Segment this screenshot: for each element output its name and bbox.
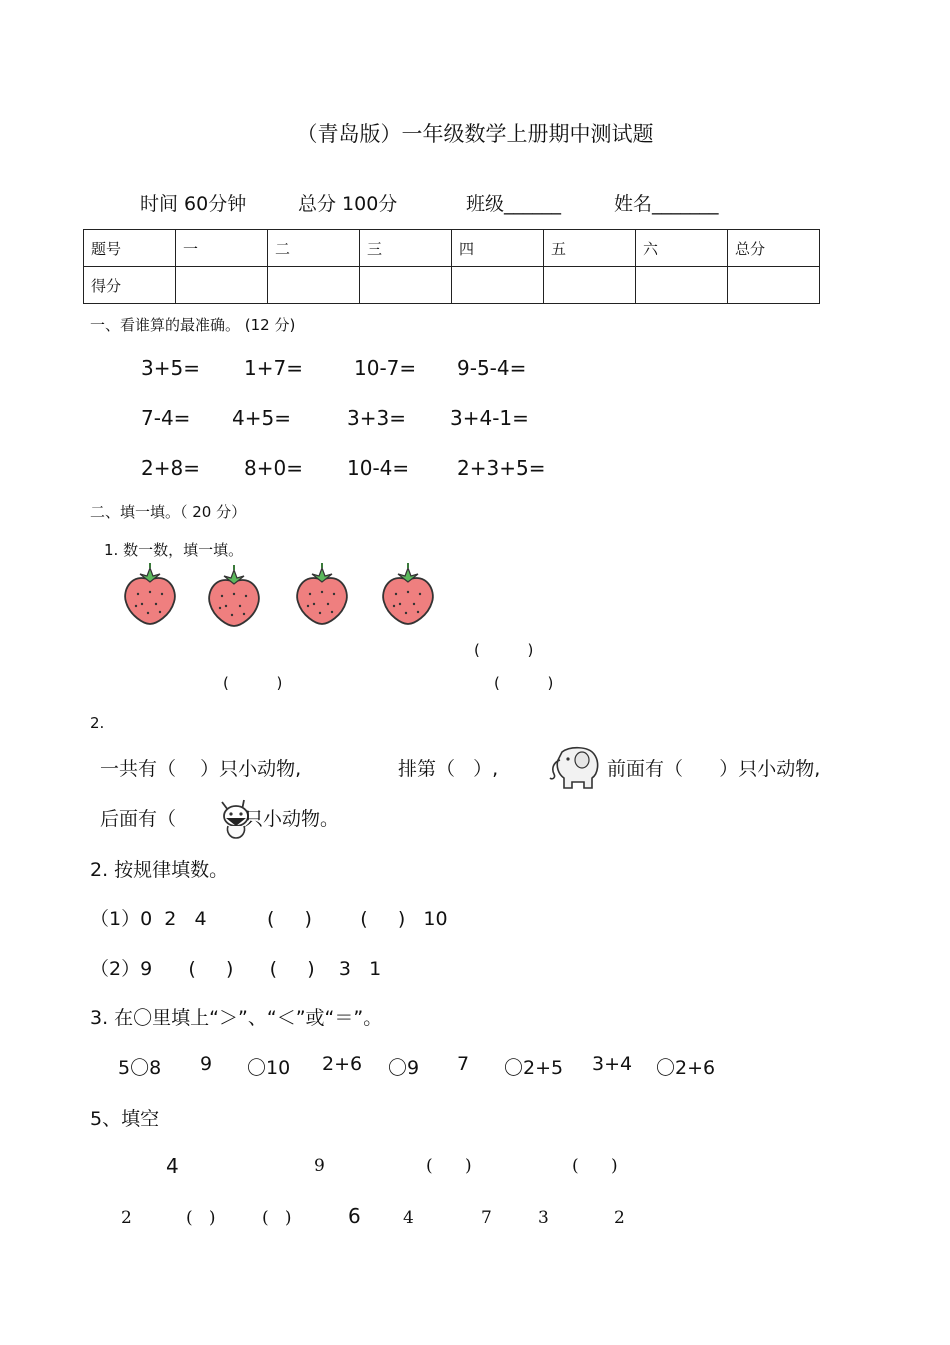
score-cell[interactable] — [452, 267, 544, 304]
score-table — [83, 229, 820, 304]
math-problem: 3+3= — [347, 406, 406, 430]
table-row — [84, 267, 820, 304]
math-problem: 2+8= — [141, 456, 200, 480]
table-cell: 二 — [268, 230, 360, 267]
question-2-number: 2. — [90, 714, 105, 732]
question-1: 1. 数一数，填一填。 — [104, 541, 244, 559]
question-2-text: 只小动物。 — [244, 808, 340, 830]
fill-number: 4 — [403, 1208, 414, 1228]
math-problem: 2+3+5= — [457, 456, 546, 480]
strawberry-icon — [292, 562, 352, 628]
fill-number: 2 — [121, 1208, 132, 1228]
section1-heading: 一、看谁算的最准确。 (12 分) — [90, 316, 296, 334]
compare-item: 5〇8 — [118, 1057, 162, 1079]
compare-item: 2+6 — [322, 1053, 363, 1075]
table-cell: 题号 — [84, 230, 176, 267]
fill-number: 7 — [481, 1208, 492, 1228]
math-problem: 3+5= — [141, 356, 200, 380]
math-problem: 10-7= — [354, 356, 417, 380]
strawberry-icon — [378, 562, 438, 628]
math-problem: 9-5-4= — [457, 356, 527, 380]
sequence-2: （2）9 ( ) ( ) 3 1 — [90, 958, 382, 980]
score-cell[interactable] — [636, 267, 728, 304]
math-problem: 1+7= — [244, 356, 303, 380]
table-cell: 得分 — [84, 267, 176, 304]
math-problem: 3+4-1= — [450, 406, 529, 430]
section2-heading: 二、填一填。（ 20 分） — [90, 503, 247, 521]
name-field: 姓名_______ — [614, 193, 719, 215]
class-field: 班级______ — [466, 193, 562, 215]
score-cell[interactable] — [176, 267, 268, 304]
score-cell[interactable] — [728, 267, 820, 304]
score-cell[interactable] — [544, 267, 636, 304]
fill-number: 4 — [166, 1154, 179, 1178]
table-cell: 四 — [452, 230, 544, 267]
math-problem: 7-4= — [141, 406, 191, 430]
question-5-title: 5、填空 — [90, 1108, 160, 1130]
answer-blank[interactable]: ( ) — [426, 1156, 472, 1176]
answer-blank[interactable]: ( ) — [262, 1208, 292, 1228]
sequence-1: （1）0 2 4 ( ) ( ) 10 — [90, 908, 448, 930]
fill-number: 9 — [314, 1156, 325, 1176]
math-problem: 4+5= — [232, 406, 291, 430]
compare-item: 〇10 — [247, 1057, 291, 1079]
compare-item: 〇9 — [388, 1057, 420, 1079]
table-row — [84, 230, 820, 267]
table-cell: 三 — [360, 230, 452, 267]
score-cell[interactable] — [360, 267, 452, 304]
answer-blank[interactable]: ( ) — [474, 641, 534, 659]
compare-item: 9 — [200, 1053, 213, 1075]
question-3-title: 2. 按规律填数。 — [90, 859, 229, 881]
score-cell[interactable] — [268, 267, 360, 304]
page-title: （青岛版）一年级数学上册期中测试题 — [296, 122, 654, 146]
table-cell: 五 — [544, 230, 636, 267]
math-problem: 8+0= — [244, 456, 303, 480]
compare-item: 3+4 — [592, 1053, 633, 1075]
elephant-icon — [548, 744, 600, 794]
table-cell: 一 — [176, 230, 268, 267]
fill-number: 6 — [348, 1204, 361, 1228]
answer-blank[interactable]: ( ) — [186, 1208, 216, 1228]
time-label: 时间 60分钟 — [140, 193, 247, 215]
answer-blank[interactable]: ( ) — [572, 1156, 618, 1176]
compare-item: 7 — [457, 1053, 470, 1075]
table-cell: 总分 — [728, 230, 820, 267]
total-score-label: 总分 100分 — [298, 193, 398, 215]
compare-item: 〇2+5 — [504, 1057, 564, 1079]
question-4-title: 3. 在〇里填上“＞”、“＜”或“＝”。 — [90, 1007, 383, 1029]
fill-number: 2 — [614, 1208, 625, 1228]
question-2-text: 排第（ ）, — [398, 758, 499, 780]
question-2-text: 前面有（ ）只小动物, — [607, 758, 821, 780]
question-2-text: 后面有（ — [100, 808, 177, 830]
fill-number: 3 — [538, 1208, 549, 1228]
question-2-text: 一共有（ ）只小动物, — [100, 758, 302, 780]
answer-blank[interactable]: ( ) — [494, 674, 554, 692]
math-problem: 10-4= — [347, 456, 410, 480]
compare-item: 〇2+6 — [656, 1057, 716, 1079]
strawberry-icon — [120, 562, 180, 628]
strawberry-icon — [204, 564, 264, 630]
table-cell: 六 — [636, 230, 728, 267]
answer-blank[interactable]: ( ) — [223, 674, 283, 692]
